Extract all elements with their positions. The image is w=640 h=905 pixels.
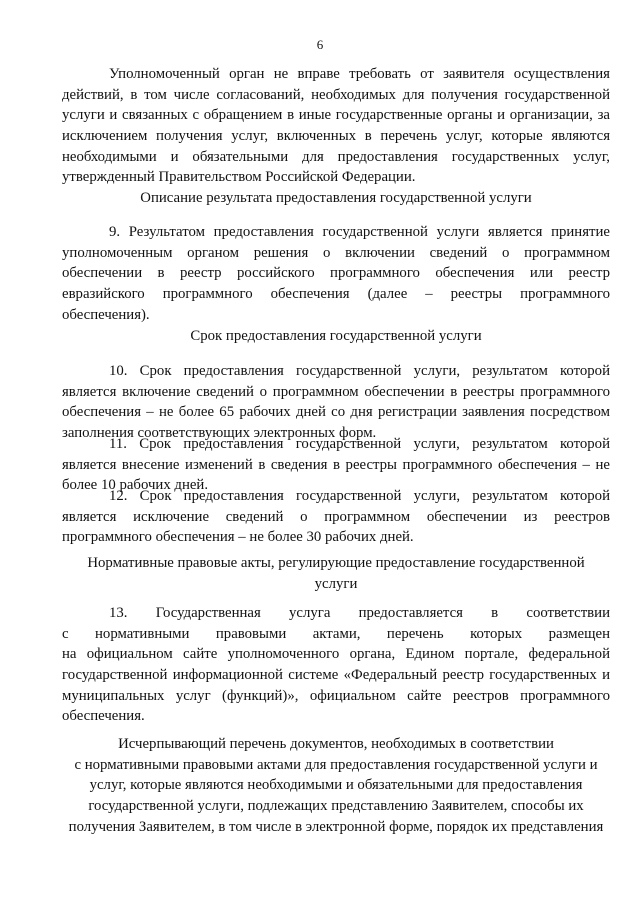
text-line: более 10 рабочих дней. — [62, 477, 209, 494]
section-heading-term — [62, 326, 610, 347]
heading-line: услуг, которые являются необходимыми и обязательными для предоставления — [89, 777, 583, 794]
section-heading-acts — [62, 553, 610, 594]
heading-line: Нормативные правовые акты, регулирующие предоставление государственной — [87, 555, 585, 571]
paragraph-10 — [62, 361, 610, 444]
text-line: 11. Срок предоставления государственной услуги, результатом которой — [109, 436, 610, 452]
heading-line: Срок предоставления государственной услуги — [190, 328, 482, 344]
heading-line: услуги — [314, 575, 358, 592]
text-line: 12. Срок предоставления государственной услуги, результатом которой — [109, 488, 610, 504]
heading-line: Исчерпывающий перечень документов, необходимых в соответствии — [118, 736, 554, 752]
text-line: исключением получения услуг, включенных в перечень услуг, которые являются — [62, 128, 610, 145]
text-line: 9. Результатом предоставления государственной услуги является принятие — [109, 224, 610, 240]
text-line: уполномоченным органом решения о включении сведений о программном — [62, 244, 610, 261]
section-heading-result — [62, 188, 610, 209]
text-line: программного обеспечения – не более 30 рабочих дней. — [62, 529, 414, 546]
text-line: евразийского программного обеспечения (далее – реестры программного — [62, 286, 610, 303]
text-line: заполнения соответствующих электронных форм. — [62, 425, 377, 442]
intro-paragraph — [62, 64, 610, 188]
text-line: обеспечения. — [62, 708, 145, 725]
page-number: 6 — [316, 37, 324, 52]
heading-line: государственной услуги, подлежащих представлению Заявителем, способы их — [88, 798, 584, 815]
text-line: является исключение сведений о программном обеспечении из реестров — [62, 508, 610, 525]
text-line: услуги и связанных с обращением в иные государственные органы и организации, за — [62, 107, 610, 124]
text-line: обеспечения). — [62, 306, 150, 323]
text-line: государственной информационной системе «Федеральный реестр государственных и — [62, 667, 610, 684]
text-line: является внесение изменений в сведения в реестры программного обеспечения – не — [62, 456, 610, 473]
text-line: необходимыми и обязательными для предоставления государственных услуг, — [62, 148, 610, 165]
heading-line: получения Заявителем, в том числе в электронной форме, порядок их представления — [68, 818, 604, 835]
text-line: является включение сведений о программном обеспечении в реестры программного — [62, 383, 610, 400]
section-heading-documents — [62, 734, 610, 837]
text-line: на официальном сайте уполномоченного органа, Едином портале, федеральной — [62, 646, 610, 663]
text-line: муниципальных услуг (функций)», официальном сайте реестров программного — [62, 687, 610, 704]
paragraph-9 — [62, 222, 610, 325]
text-line: 13. Государственная услуга предоставляется в соответствии — [109, 605, 610, 621]
heading-line: Описание результата предоставления государственной услуги — [140, 190, 532, 206]
text-line: 10. Срок предоставления государственной услуги, результатом которой — [109, 363, 610, 379]
text-line: с нормативными правовыми актами, перечень которых размещен — [62, 625, 610, 642]
heading-line: с нормативными правовыми актами для предоставления государственной услуги и — [74, 756, 598, 773]
text-line: обеспечении в реестр российского программного обеспечения или реестр — [62, 265, 610, 282]
text-line: действий, в том числе согласований, необходимых для получения государственной — [62, 86, 610, 103]
paragraph-13 — [62, 603, 610, 727]
text-line: обеспечения – не более 65 рабочих дней со дня регистрации заявления посредством — [62, 404, 610, 421]
text-line: Уполномоченный орган не вправе требовать от заявителя осуществления — [109, 66, 610, 82]
text-line: утвержденный Правительством Российской Федерации. — [62, 169, 416, 186]
paragraph-12 — [62, 486, 610, 548]
